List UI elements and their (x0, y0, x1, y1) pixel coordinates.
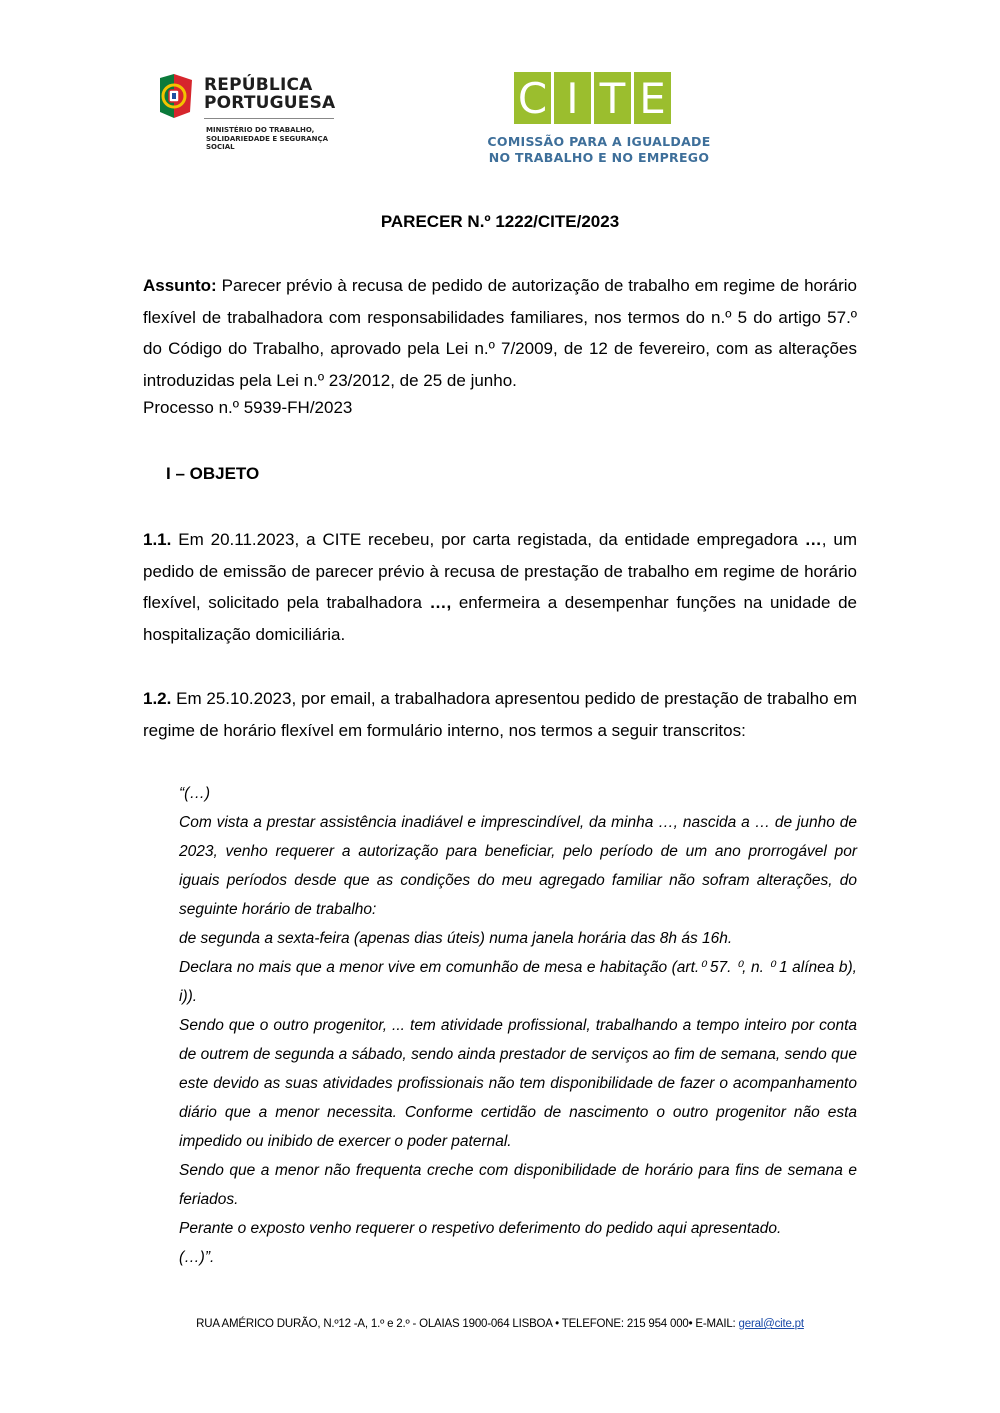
quote-line: Sendo que o outro progenitor, ... tem atividade profissional, trabalhando a tempo inteiro por conta de outrem de segunda a sábado, sendo ainda prestador de serviços ao fim de semana, sendo que este devido as suas atividades profissionais não tem disponibilidade de fazer o acompanhamento diário que a menor necessita. Conforme certidão de nascimento o outro progenitor não esta impedido ou inibido de exercer o poder paternal. (179, 1017, 857, 1150)
ministry-name: MINISTÉRIO DO TRABALHO, SOLIDARIEDADE E SEGURANÇA SOCIAL (206, 126, 329, 151)
quote-line: Sendo que a menor não frequenta creche com disponibilidade de horário para fins de semana e feriados. (179, 1162, 857, 1208)
quote-line: Perante o exposto venho requerer o respetivo deferimento do pedido aqui apresentado. (179, 1220, 782, 1237)
paragraph-text: Em 20.11.2023, a CITE recebeu, por carta registada, da entidade empregadora (171, 530, 805, 549)
quote-line: de segunda a sexta-feira (apenas dias úteis) numa janela horária das 8h ás 16h. (179, 930, 733, 947)
cite-logo (484, 72, 714, 172)
cite-full-name: COMISSÃO PARA A IGUALDADE NO TRABALHO E NO EMPREGO (487, 134, 711, 165)
quote-line: Com vista a prestar assistência inadiável e imprescindível, da minha …, nascida a … de junho de 2023, venho requerer a autorização para beneficiar, pelo período de um ano prorrogável por iguais períodos desde que as condições do meu agregado familiar não sofram alterações, do seguinte horário de trabalho: (179, 814, 857, 918)
subject-paragraph (143, 270, 857, 396)
transcribed-request-quote (179, 779, 857, 1272)
cite-letter: I (554, 72, 591, 124)
quote-line: Declara no mais que a menor vive em comunhão de mesa e habitação (art.⁰ 57. ⁰, n. ⁰ 1 alínea b), i)). (179, 959, 857, 1005)
quote-line: “(…) (179, 785, 210, 802)
cite-letter: T (594, 72, 631, 124)
cite-letter: E (634, 72, 671, 124)
page-footer (0, 1318, 1000, 1330)
footer-email-link[interactable]: geral@cite.pt (738, 1318, 804, 1330)
employer-placeholder: … (804, 530, 822, 549)
paragraph-number: 1.2. (143, 689, 172, 708)
quote-line: (…)”. (179, 1249, 215, 1266)
paragraph-1-1 (143, 524, 857, 650)
cite-letter: C (514, 72, 551, 124)
worker-placeholder: …, (429, 593, 452, 612)
process-number: Processo n.º 5939-FH/2023 (143, 398, 353, 417)
document-title: PARECER N.º 1222/CITE/2023 (380, 212, 620, 231)
logo-divider (204, 118, 334, 119)
subject-text: Parecer prévio à recusa de pedido de autorização de trabalho em regime de horário flexível de trabalhadora com responsabilidades familiares, nos termos do n.º 5 do artigo 57.º do Código do Trabalho, aprovado pela Lei n.º 7/2009, de 12 de fevereiro, com as alterações introduzidas pela Lei n.º 23/2012, de 25 de junho. (143, 276, 857, 390)
portuguese-coat-of-arms-icon (156, 72, 196, 120)
section-heading: I – OBJETO (166, 464, 260, 483)
paragraph-text: enfermeira a desempenhar funções na unidade de hospitalização domiciliária. (143, 593, 857, 644)
republica-portuguesa-logo (156, 72, 346, 156)
footer-address: RUA AMÉRICO DURÃO, N.º12 -A, 1.º e 2.º - OLAIAS 1900-064 LISBOA • TELEFONE: 215 954 000• E-MAIL: (196, 1318, 739, 1330)
cite-letters (514, 72, 671, 124)
subject-label: Assunto: (143, 276, 217, 295)
paragraph-1-2 (143, 683, 857, 746)
republica-portuguesa-title: REPÚBLICA PORTUGUESA (204, 75, 336, 113)
paragraph-number: 1.1. (143, 530, 172, 549)
paragraph-text: , um pedido de emissão de parecer prévio à recusa de prestação de trabalho em regime de horário flexível, solicitado pela trabalhadora (143, 530, 857, 612)
paragraph-text: Em 25.10.2023, por email, a trabalhadora apresentou pedido de prestação de trabalho em regime de horário flexível em formulário interno, nos termos a seguir transcritos: (143, 689, 857, 740)
